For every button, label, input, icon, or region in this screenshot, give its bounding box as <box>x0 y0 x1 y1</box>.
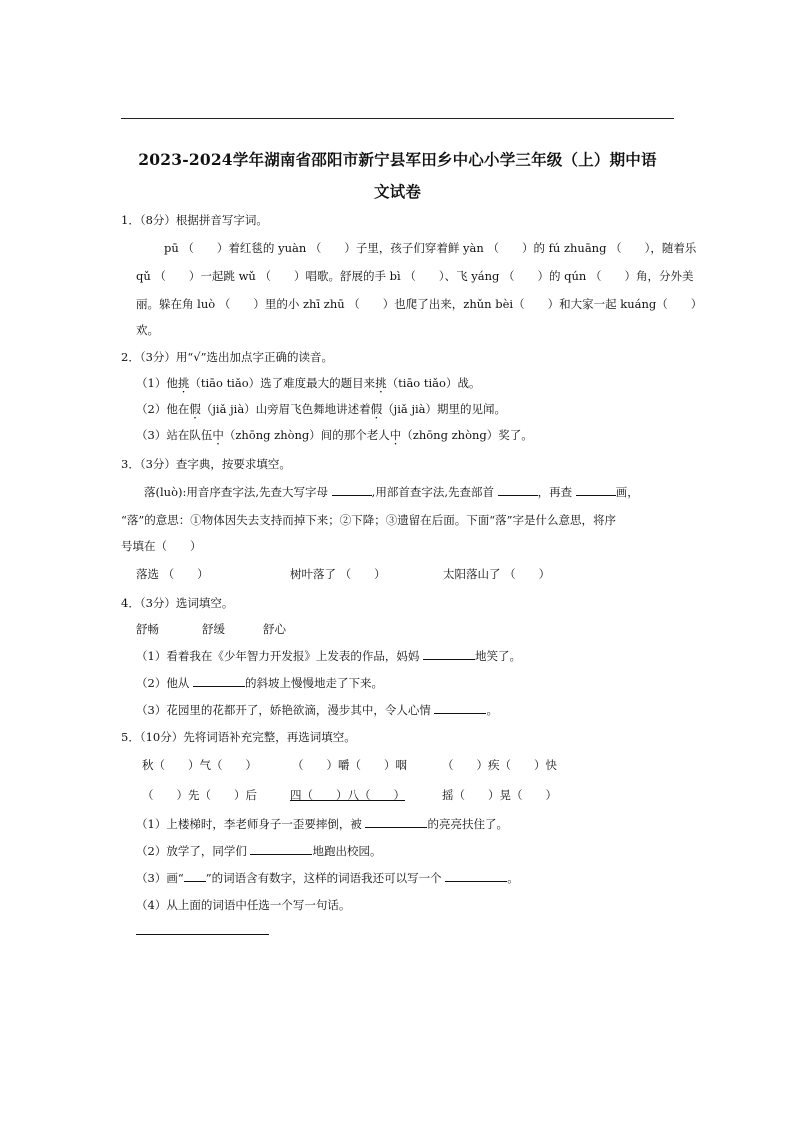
q4-word-1: 舒畅 <box>136 622 159 636</box>
blank[interactable] <box>365 816 427 828</box>
text: 。 <box>486 703 498 717</box>
text: 。 <box>507 871 519 885</box>
text: 地跑出校园。 <box>312 844 382 858</box>
q5-idiom-4: （ ）先（ ）后 <box>142 788 257 802</box>
answer-line[interactable] <box>136 934 269 935</box>
dotted-char: 挑 <box>375 376 387 390</box>
exam-title-line1: 2023-2024学年湖南省邵阳市新宁县军田乡中心小学三年级（上）期中语 <box>138 150 657 169</box>
text: （2）他在 <box>136 402 190 416</box>
dotted-char: 挑 <box>177 376 190 390</box>
text: （3）画“ <box>136 871 184 885</box>
blank-strokes[interactable] <box>576 484 616 496</box>
text: （zhōng zhòng）间的那个老人 <box>223 428 390 442</box>
text: （2）他从 <box>136 676 193 690</box>
q3-option-2: 树叶落了 （ ） <box>290 567 386 581</box>
q2-sentence-2 <box>136 401 506 417</box>
blank[interactable] <box>445 870 507 882</box>
q1-line1: pū （ ）着红毯的 yuàn （ ）子里，孩子们穿着鲜 yàn （ ）的 fú zhuāng （ ），随着乐 <box>164 241 697 255</box>
q3-heading: 3．（3分）查字典，按要求填空。 <box>121 457 291 471</box>
q4-sentence-3 <box>136 702 498 718</box>
q5-sentence-3 <box>136 870 519 886</box>
text: ”的词语含有数字，这样的词语我还可以写一个 <box>205 871 446 885</box>
q5-sentence-4: （4）从上面的词语中任选一个写一句话。 <box>136 898 351 912</box>
blank[interactable] <box>193 675 245 687</box>
q1-line2: qǔ （ ）一起跳 wǔ （ ）唱歌。舒展的手 bì （ ）、飞 yáng （ ）的 qún （ ）角，分外美 <box>136 269 694 283</box>
text: （jiǎ jià）山旁眉飞色舞地讲述着 <box>200 402 371 416</box>
text: （jiǎ jià）期里的见闻。 <box>382 402 507 416</box>
q5-idiom-2: （ ）嚼（ ）咽 <box>292 758 407 772</box>
q5-sentence-2 <box>136 843 381 859</box>
q5-idiom-6: 摇（ ）晃（ ） <box>442 788 557 802</box>
q5-idiom-1: 秋（ ）气（ ） <box>142 758 257 772</box>
q5-sentence-1 <box>136 816 508 832</box>
text: （tiāo tiǎo）选了难度最大的题目来 <box>189 376 376 390</box>
dotted-char: 假 <box>189 402 201 416</box>
q4-sentence-1 <box>136 648 521 664</box>
dotted-char: 假 <box>370 402 383 416</box>
text: 地笑了。 <box>474 649 521 663</box>
blank[interactable] <box>434 702 486 714</box>
q4-word-3: 舒心 <box>263 622 286 636</box>
text: 的亮亮扶住了。 <box>427 817 508 831</box>
q4-sentence-2 <box>136 675 383 691</box>
q3-option-3: 太阳落山了 （ ） <box>443 567 551 581</box>
q2-heading: 2．（3分）用“√”选出加点字正确的读音。 <box>121 350 333 364</box>
dotted-char: 中 <box>212 428 224 442</box>
text: 落(luò):用音序查字法,先查大写字母 <box>144 485 332 499</box>
q5-heading: 5．（10分）先将词语补充完整，再选词填空。 <box>121 730 356 744</box>
text: （2）放学了，同学们 <box>136 844 251 858</box>
blank[interactable] <box>250 843 312 855</box>
q4-heading: 4．（3分）选词填空。 <box>121 596 234 610</box>
q2-sentence-3 <box>136 427 533 443</box>
q5-idiom-3: （ ）疾（ ）快 <box>442 758 557 772</box>
blank[interactable] <box>423 648 475 660</box>
exam-title-line2: 文试卷 <box>373 182 422 201</box>
text: （3）花园里的花都开了，娇艳欲滴，漫步其中，令人心情 <box>136 703 435 717</box>
text: ,用部首查字法,先查部首 <box>371 485 498 499</box>
blank-radical[interactable] <box>498 484 538 496</box>
header-rule <box>121 118 674 119</box>
text: （tiāo tiǎo）战。 <box>386 376 481 390</box>
q3-line2: “落”的意思：①物体因失去支持而掉下来；②下降；③遗留在后面。下面“落”字是什么意思，将序 <box>121 513 617 527</box>
q3-line1 <box>144 484 639 500</box>
dotted-char: 中 <box>389 428 402 442</box>
q1-line4: 欢。 <box>136 323 159 337</box>
q4-word-2: 舒缓 <box>202 622 225 636</box>
text: （1）他 <box>136 376 178 390</box>
blank-letter[interactable] <box>332 484 372 496</box>
text: （1）看着我在《少年智力开发报》上发表的作品，妈妈 <box>136 649 423 663</box>
q3-option-1: 落选 （ ） <box>136 567 209 581</box>
q3-line3: 号填在（ ） <box>121 539 202 553</box>
q5-idiom-5-underlined: 四（ ）八（ ） <box>290 788 405 802</box>
text: 画， <box>615 485 639 499</box>
q1-line3: 丽。躲在角 luò （ ）里的小 zhī zhū （ ）也爬了出来，zhǔn bèi（ ）和大家一起 kuáng（ ） <box>136 297 703 311</box>
blank-mark <box>184 870 206 882</box>
q1-heading: 1．（8分）根据拼音写字词。 <box>121 213 268 227</box>
q2-sentence-1 <box>136 375 480 391</box>
text: （1）上楼梯时，李老师身子一歪要摔倒，被 <box>136 817 366 831</box>
text: ，再查 <box>537 485 576 499</box>
text: 的斜坡上慢慢地走了下来。 <box>244 676 383 690</box>
text: （zhōng zhòng）奖了。 <box>401 428 533 442</box>
text: （3）站在队伍 <box>136 428 213 442</box>
